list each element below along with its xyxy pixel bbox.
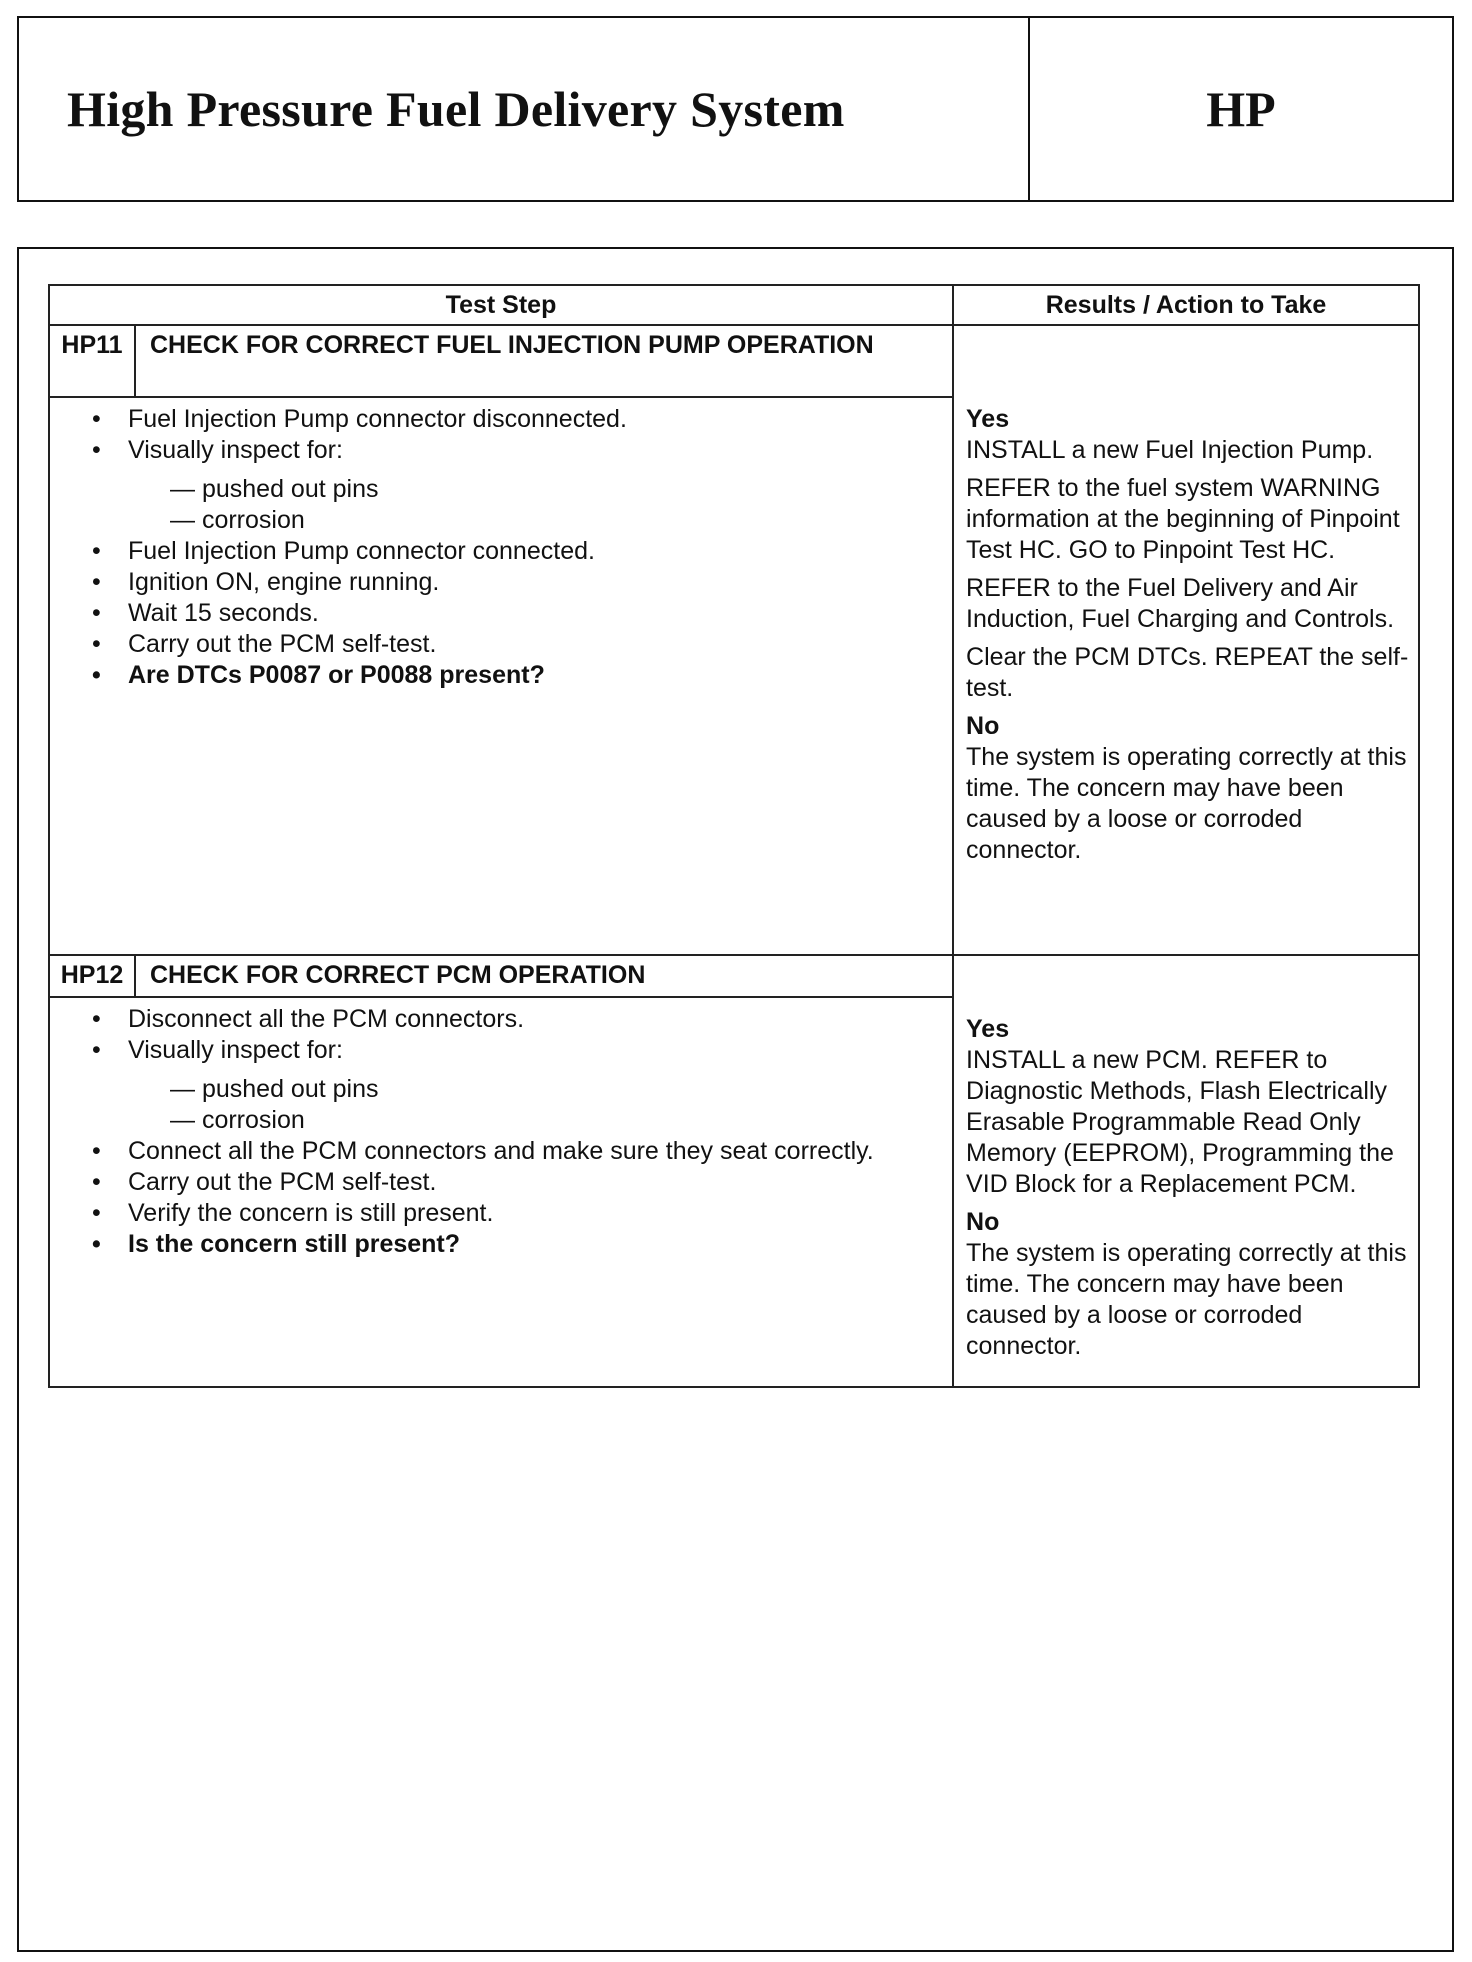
list-item-text: Visually inspect for: [128,1036,343,1064]
list-item: • Wait 15 seconds. [128,598,944,629]
table-header-row [49,285,1419,325]
list-item: • Connect all the PCM connectors and make sure they seat correctly. [128,1136,944,1167]
list-item [128,1035,944,1136]
yes-label: Yes [966,1015,1010,1043]
sub-item: — pushed out pins [170,1074,944,1105]
step-body [49,997,953,1387]
list-item: • Verify the concern is still present. [128,1198,944,1229]
step-instructions [64,404,944,691]
pinpoint-test-table [48,284,1420,1388]
yes-action: Clear the PCM DTCs. REPEAT the self-test. [966,643,1409,702]
step-question: • Are DTCs P0087 or P0088 present? [128,660,944,691]
step-title: CHECK FOR CORRECT PCM OPERATION [135,955,953,997]
no-label: No [966,1208,1000,1236]
step-question: • Is the concern still present? [128,1229,944,1260]
list-item: • Fuel Injection Pump connector connected. [128,536,944,567]
list-item-text: Visually inspect for: [128,436,343,464]
yes-action: INSTALL a new Fuel Injection Pump. [966,436,1374,464]
list-item: • Carry out the PCM self-test. [128,629,944,660]
section-code: HP [1206,81,1276,137]
no-action: The system is operating correctly at this time. The concern may have been caused by a loose or corroded connector. [966,1239,1407,1360]
results-cell [953,955,1419,1387]
list-item: • Ignition ON, engine running. [128,567,944,598]
sub-item: — corrosion [170,505,944,536]
step-id: HP12 [49,955,135,997]
yes-action: REFER to the Fuel Delivery and Air Induction, Fuel Charging and Controls. [966,574,1395,633]
step-title: CHECK FOR CORRECT FUEL INJECTION PUMP OPERATION [135,325,953,397]
results-cell [953,325,1419,955]
no-action: The system is operating correctly at this time. The concern may have been caused by a loose or corroded connector. [966,743,1407,864]
table-row [49,325,1419,397]
yes-action: INSTALL a new PCM. REFER to Diagnostic Methods, Flash Electrically Erasable Programmable Read Only Memory (EEPROM), Programming the VID Block for a Replacement PCM. [966,1046,1394,1198]
yes-action: REFER to the fuel system WARNING information at the beginning of Pinpoint Test HC. GO to Pinpoint Test HC. [966,474,1400,564]
inspection-list [128,474,944,536]
sub-item: — pushed out pins [170,474,944,505]
page-title: High Pressure Fuel Delivery System [67,81,845,137]
table-row [49,955,1419,997]
step-body [49,397,953,955]
page-header [17,16,1454,202]
column-header-test-step: Test Step [49,285,953,325]
list-item: • Carry out the PCM self-test. [128,1167,944,1198]
step-instructions [64,1004,944,1260]
no-label: No [966,712,1000,740]
column-header-results: Results / Action to Take [953,285,1419,325]
inspection-list [128,1074,944,1136]
step-id: HP11 [49,325,135,397]
list-item [128,435,944,536]
yes-label: Yes [966,405,1010,433]
list-item: • Fuel Injection Pump connector disconnected. [128,404,944,435]
list-item: • Disconnect all the PCM connectors. [128,1004,944,1035]
sub-item: — corrosion [170,1105,944,1136]
